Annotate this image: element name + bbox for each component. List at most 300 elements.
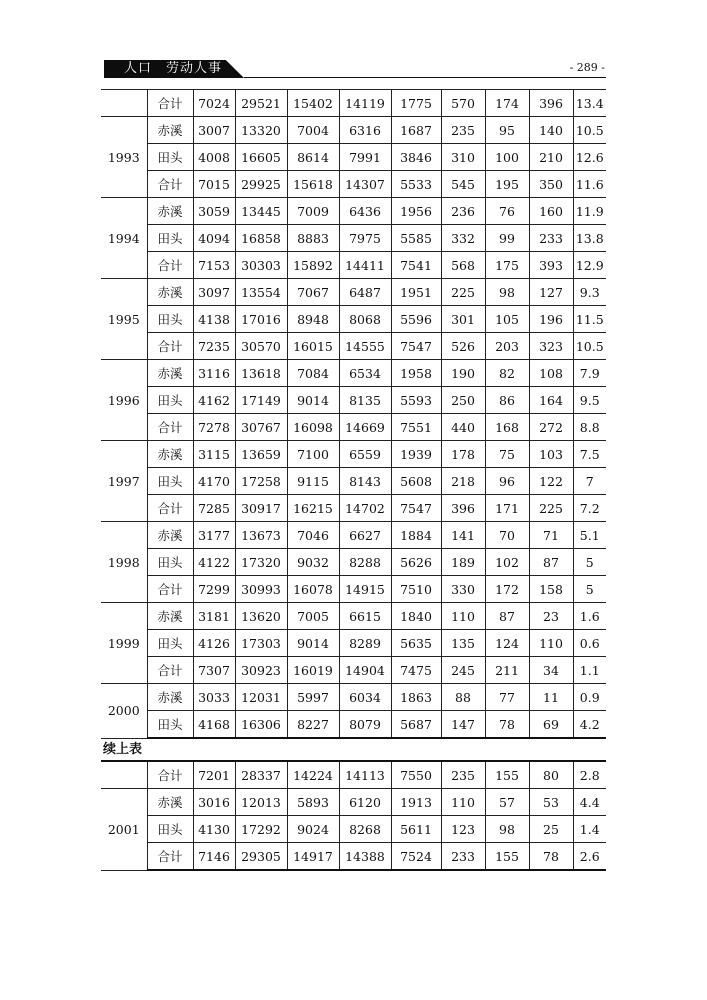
value-cell: 1.4 bbox=[573, 816, 606, 843]
value-cell: 3016 bbox=[193, 789, 235, 816]
value-cell: 6316 bbox=[339, 117, 391, 144]
value-cell: 7991 bbox=[339, 144, 391, 171]
value-cell: 11 bbox=[529, 684, 573, 711]
value-cell: 7146 bbox=[193, 843, 235, 871]
value-cell: 13.4 bbox=[573, 90, 606, 117]
value-cell: 7067 bbox=[287, 279, 339, 306]
table-row bbox=[101, 603, 606, 630]
region-cell: 田头 bbox=[147, 549, 193, 576]
value-cell: 164 bbox=[529, 387, 573, 414]
value-cell: 1775 bbox=[391, 90, 441, 117]
value-cell: 7009 bbox=[287, 198, 339, 225]
value-cell: 6487 bbox=[339, 279, 391, 306]
value-cell: 0.9 bbox=[573, 684, 606, 711]
value-cell: 5997 bbox=[287, 684, 339, 711]
value-cell: 6615 bbox=[339, 603, 391, 630]
region-cell: 赤溪 bbox=[147, 360, 193, 387]
value-cell: 1840 bbox=[391, 603, 441, 630]
value-cell: 272 bbox=[529, 414, 573, 441]
table-row bbox=[101, 495, 606, 522]
value-cell: 7015 bbox=[193, 171, 235, 198]
population-table-continued bbox=[101, 760, 606, 871]
region-cell: 合计 bbox=[147, 333, 193, 360]
value-cell: 6034 bbox=[339, 684, 391, 711]
value-cell: 29521 bbox=[235, 90, 287, 117]
region-cell: 合计 bbox=[147, 252, 193, 279]
value-cell: 23 bbox=[529, 603, 573, 630]
value-cell: 28337 bbox=[235, 761, 287, 789]
value-cell: 6436 bbox=[339, 198, 391, 225]
table-row bbox=[101, 117, 606, 144]
value-cell: 8227 bbox=[287, 711, 339, 739]
value-cell: 203 bbox=[485, 333, 529, 360]
value-cell: 14555 bbox=[339, 333, 391, 360]
value-cell: 71 bbox=[529, 522, 573, 549]
region-cell: 田头 bbox=[147, 711, 193, 739]
value-cell: 174 bbox=[485, 90, 529, 117]
value-cell: 7299 bbox=[193, 576, 235, 603]
value-cell: 29925 bbox=[235, 171, 287, 198]
value-cell: 190 bbox=[441, 360, 485, 387]
value-cell: 5635 bbox=[391, 630, 441, 657]
value-cell: 7547 bbox=[391, 333, 441, 360]
region-cell: 赤溪 bbox=[147, 603, 193, 630]
table-row bbox=[101, 387, 606, 414]
value-cell: 5 bbox=[573, 576, 606, 603]
value-cell: 6559 bbox=[339, 441, 391, 468]
value-cell: 12.6 bbox=[573, 144, 606, 171]
value-cell: 13620 bbox=[235, 603, 287, 630]
value-cell: 17292 bbox=[235, 816, 287, 843]
value-cell: 15618 bbox=[287, 171, 339, 198]
value-cell: 158 bbox=[529, 576, 573, 603]
value-cell: 14388 bbox=[339, 843, 391, 871]
value-cell: 80 bbox=[529, 761, 573, 789]
table-row bbox=[101, 468, 606, 495]
value-cell: 122 bbox=[529, 468, 573, 495]
region-cell: 赤溪 bbox=[147, 279, 193, 306]
value-cell: 1956 bbox=[391, 198, 441, 225]
value-cell: 7235 bbox=[193, 333, 235, 360]
value-cell: 7278 bbox=[193, 414, 235, 441]
value-cell: 75 bbox=[485, 441, 529, 468]
value-cell: 9115 bbox=[287, 468, 339, 495]
value-cell: 140 bbox=[529, 117, 573, 144]
value-cell: 155 bbox=[485, 843, 529, 871]
value-cell: 15402 bbox=[287, 90, 339, 117]
value-cell: 127 bbox=[529, 279, 573, 306]
value-cell: 7005 bbox=[287, 603, 339, 630]
value-cell: 5.1 bbox=[573, 522, 606, 549]
region-cell: 合计 bbox=[147, 761, 193, 789]
value-cell: 3116 bbox=[193, 360, 235, 387]
value-cell: 105 bbox=[485, 306, 529, 333]
value-cell: 9.3 bbox=[573, 279, 606, 306]
year-cell: 2000 bbox=[101, 684, 147, 739]
value-cell: 160 bbox=[529, 198, 573, 225]
value-cell: 13659 bbox=[235, 441, 287, 468]
table-row bbox=[101, 843, 606, 871]
value-cell: 78 bbox=[529, 843, 573, 871]
value-cell: 3097 bbox=[193, 279, 235, 306]
value-cell: 7004 bbox=[287, 117, 339, 144]
table-row bbox=[101, 171, 606, 198]
value-cell: 7.2 bbox=[573, 495, 606, 522]
value-cell: 245 bbox=[441, 657, 485, 684]
value-cell: 57 bbox=[485, 789, 529, 816]
value-cell: 7547 bbox=[391, 495, 441, 522]
value-cell: 8948 bbox=[287, 306, 339, 333]
value-cell: 5593 bbox=[391, 387, 441, 414]
year-cell: 2001 bbox=[101, 789, 147, 871]
value-cell: 7285 bbox=[193, 495, 235, 522]
value-cell: 13618 bbox=[235, 360, 287, 387]
value-cell: 34 bbox=[529, 657, 573, 684]
value-cell: 233 bbox=[441, 843, 485, 871]
value-cell: 7524 bbox=[391, 843, 441, 871]
value-cell: 98 bbox=[485, 279, 529, 306]
value-cell: 13320 bbox=[235, 117, 287, 144]
value-cell: 17303 bbox=[235, 630, 287, 657]
value-cell: 8268 bbox=[339, 816, 391, 843]
value-cell: 30923 bbox=[235, 657, 287, 684]
value-cell: 10.5 bbox=[573, 117, 606, 144]
value-cell: 124 bbox=[485, 630, 529, 657]
table-row bbox=[101, 306, 606, 333]
value-cell: 102 bbox=[485, 549, 529, 576]
value-cell: 8883 bbox=[287, 225, 339, 252]
region-cell: 合计 bbox=[147, 495, 193, 522]
value-cell: 14669 bbox=[339, 414, 391, 441]
value-cell: 4122 bbox=[193, 549, 235, 576]
value-cell: 8135 bbox=[339, 387, 391, 414]
year-cell: 1995 bbox=[101, 279, 147, 360]
value-cell: 1.6 bbox=[573, 603, 606, 630]
value-cell: 13445 bbox=[235, 198, 287, 225]
header-rule bbox=[244, 77, 606, 78]
value-cell: 8079 bbox=[339, 711, 391, 739]
value-cell: 16015 bbox=[287, 333, 339, 360]
value-cell: 545 bbox=[441, 171, 485, 198]
value-cell: 99 bbox=[485, 225, 529, 252]
value-cell: 98 bbox=[485, 816, 529, 843]
region-cell: 合计 bbox=[147, 657, 193, 684]
value-cell: 5687 bbox=[391, 711, 441, 739]
value-cell: 330 bbox=[441, 576, 485, 603]
value-cell: 3115 bbox=[193, 441, 235, 468]
page-number: - 289 - bbox=[569, 61, 605, 74]
value-cell: 570 bbox=[441, 90, 485, 117]
value-cell: 225 bbox=[529, 495, 573, 522]
value-cell: 147 bbox=[441, 711, 485, 739]
value-cell: 8143 bbox=[339, 468, 391, 495]
region-cell: 赤溪 bbox=[147, 117, 193, 144]
value-cell: 350 bbox=[529, 171, 573, 198]
value-cell: 1958 bbox=[391, 360, 441, 387]
table-row bbox=[101, 576, 606, 603]
value-cell: 7.5 bbox=[573, 441, 606, 468]
value-cell: 16078 bbox=[287, 576, 339, 603]
value-cell: 5 bbox=[573, 549, 606, 576]
table-row bbox=[101, 279, 606, 306]
value-cell: 13.8 bbox=[573, 225, 606, 252]
table-row bbox=[101, 657, 606, 684]
value-cell: 4094 bbox=[193, 225, 235, 252]
value-cell: 25 bbox=[529, 816, 573, 843]
value-cell: 6627 bbox=[339, 522, 391, 549]
value-cell: 233 bbox=[529, 225, 573, 252]
region-cell: 合计 bbox=[147, 843, 193, 871]
table-row bbox=[101, 360, 606, 387]
value-cell: 17149 bbox=[235, 387, 287, 414]
value-cell: 4008 bbox=[193, 144, 235, 171]
value-cell: 70 bbox=[485, 522, 529, 549]
value-cell: 3181 bbox=[193, 603, 235, 630]
table-row bbox=[101, 225, 606, 252]
value-cell: 16605 bbox=[235, 144, 287, 171]
value-cell: 13554 bbox=[235, 279, 287, 306]
table-row bbox=[101, 549, 606, 576]
value-cell: 236 bbox=[441, 198, 485, 225]
value-cell: 7153 bbox=[193, 252, 235, 279]
value-cell: 86 bbox=[485, 387, 529, 414]
value-cell: 53 bbox=[529, 789, 573, 816]
table-row bbox=[101, 522, 606, 549]
value-cell: 110 bbox=[529, 630, 573, 657]
region-cell: 合计 bbox=[147, 414, 193, 441]
region-cell: 田头 bbox=[147, 144, 193, 171]
value-cell: 30767 bbox=[235, 414, 287, 441]
region-cell: 赤溪 bbox=[147, 522, 193, 549]
value-cell: 8068 bbox=[339, 306, 391, 333]
region-cell: 赤溪 bbox=[147, 198, 193, 225]
year-cell bbox=[101, 761, 147, 789]
value-cell: 9014 bbox=[287, 387, 339, 414]
value-cell: 78 bbox=[485, 711, 529, 739]
value-cell: 1951 bbox=[391, 279, 441, 306]
value-cell: 7541 bbox=[391, 252, 441, 279]
value-cell: 235 bbox=[441, 761, 485, 789]
year-cell: 1994 bbox=[101, 198, 147, 279]
value-cell: 323 bbox=[529, 333, 573, 360]
value-cell: 7975 bbox=[339, 225, 391, 252]
value-cell: 16019 bbox=[287, 657, 339, 684]
value-cell: 393 bbox=[529, 252, 573, 279]
value-cell: 172 bbox=[485, 576, 529, 603]
value-cell: 1913 bbox=[391, 789, 441, 816]
region-cell: 田头 bbox=[147, 387, 193, 414]
value-cell: 7 bbox=[573, 468, 606, 495]
value-cell: 6534 bbox=[339, 360, 391, 387]
value-cell: 1939 bbox=[391, 441, 441, 468]
year-cell: 1993 bbox=[101, 117, 147, 198]
value-cell: 235 bbox=[441, 117, 485, 144]
value-cell: 87 bbox=[485, 603, 529, 630]
value-cell: 5611 bbox=[391, 816, 441, 843]
value-cell: 526 bbox=[441, 333, 485, 360]
table-row bbox=[101, 816, 606, 843]
value-cell: 8289 bbox=[339, 630, 391, 657]
table-row bbox=[101, 761, 606, 789]
population-table bbox=[101, 89, 606, 739]
value-cell: 171 bbox=[485, 495, 529, 522]
value-cell: 9024 bbox=[287, 816, 339, 843]
value-cell: 123 bbox=[441, 816, 485, 843]
value-cell: 0.6 bbox=[573, 630, 606, 657]
value-cell: 11.9 bbox=[573, 198, 606, 225]
value-cell: 29305 bbox=[235, 843, 287, 871]
value-cell: 396 bbox=[441, 495, 485, 522]
value-cell: 14917 bbox=[287, 843, 339, 871]
value-cell: 69 bbox=[529, 711, 573, 739]
value-cell: 7510 bbox=[391, 576, 441, 603]
region-cell: 合计 bbox=[147, 90, 193, 117]
value-cell: 7550 bbox=[391, 761, 441, 789]
region-cell: 赤溪 bbox=[147, 684, 193, 711]
value-cell: 16306 bbox=[235, 711, 287, 739]
value-cell: 9014 bbox=[287, 630, 339, 657]
value-cell: 76 bbox=[485, 198, 529, 225]
chapter-title: 人口 劳动人事 bbox=[124, 61, 223, 76]
value-cell: 189 bbox=[441, 549, 485, 576]
region-cell: 赤溪 bbox=[147, 789, 193, 816]
value-cell: 1884 bbox=[391, 522, 441, 549]
region-cell: 合计 bbox=[147, 171, 193, 198]
value-cell: 12013 bbox=[235, 789, 287, 816]
table-row bbox=[101, 333, 606, 360]
value-cell: 135 bbox=[441, 630, 485, 657]
value-cell: 6120 bbox=[339, 789, 391, 816]
value-cell: 4126 bbox=[193, 630, 235, 657]
value-cell: 15892 bbox=[287, 252, 339, 279]
value-cell: 14307 bbox=[339, 171, 391, 198]
value-cell: 110 bbox=[441, 789, 485, 816]
year-cell: 1997 bbox=[101, 441, 147, 522]
value-cell: 4.2 bbox=[573, 711, 606, 739]
value-cell: 14702 bbox=[339, 495, 391, 522]
value-cell: 178 bbox=[441, 441, 485, 468]
value-cell: 7084 bbox=[287, 360, 339, 387]
value-cell: 14224 bbox=[287, 761, 339, 789]
value-cell: 195 bbox=[485, 171, 529, 198]
value-cell: 5585 bbox=[391, 225, 441, 252]
value-cell: 4138 bbox=[193, 306, 235, 333]
value-cell: 3007 bbox=[193, 117, 235, 144]
table-row bbox=[101, 441, 606, 468]
region-cell: 合计 bbox=[147, 576, 193, 603]
value-cell: 82 bbox=[485, 360, 529, 387]
year-cell: 1996 bbox=[101, 360, 147, 441]
table-row bbox=[101, 789, 606, 816]
value-cell: 2.8 bbox=[573, 761, 606, 789]
value-cell: 3846 bbox=[391, 144, 441, 171]
value-cell: 14904 bbox=[339, 657, 391, 684]
value-cell: 96 bbox=[485, 468, 529, 495]
value-cell: 9032 bbox=[287, 549, 339, 576]
value-cell: 14119 bbox=[339, 90, 391, 117]
value-cell: 210 bbox=[529, 144, 573, 171]
value-cell: 88 bbox=[441, 684, 485, 711]
value-cell: 14113 bbox=[339, 761, 391, 789]
value-cell: 4130 bbox=[193, 816, 235, 843]
value-cell: 87 bbox=[529, 549, 573, 576]
table-row bbox=[101, 144, 606, 171]
value-cell: 110 bbox=[441, 603, 485, 630]
value-cell: 7307 bbox=[193, 657, 235, 684]
value-cell: 11.5 bbox=[573, 306, 606, 333]
value-cell: 8.8 bbox=[573, 414, 606, 441]
value-cell: 12.9 bbox=[573, 252, 606, 279]
value-cell: 17258 bbox=[235, 468, 287, 495]
value-cell: 103 bbox=[529, 441, 573, 468]
region-cell: 田头 bbox=[147, 630, 193, 657]
value-cell: 7201 bbox=[193, 761, 235, 789]
value-cell: 77 bbox=[485, 684, 529, 711]
value-cell: 4170 bbox=[193, 468, 235, 495]
value-cell: 5626 bbox=[391, 549, 441, 576]
value-cell: 7024 bbox=[193, 90, 235, 117]
value-cell: 5893 bbox=[287, 789, 339, 816]
table-row bbox=[101, 198, 606, 225]
table-row bbox=[101, 414, 606, 441]
value-cell: 9.5 bbox=[573, 387, 606, 414]
value-cell: 30303 bbox=[235, 252, 287, 279]
value-cell: 30917 bbox=[235, 495, 287, 522]
value-cell: 440 bbox=[441, 414, 485, 441]
value-cell: 1687 bbox=[391, 117, 441, 144]
value-cell: 95 bbox=[485, 117, 529, 144]
value-cell: 16215 bbox=[287, 495, 339, 522]
continued-label: 续上表 bbox=[103, 742, 143, 757]
value-cell: 168 bbox=[485, 414, 529, 441]
value-cell: 30993 bbox=[235, 576, 287, 603]
value-cell: 218 bbox=[441, 468, 485, 495]
value-cell: 301 bbox=[441, 306, 485, 333]
value-cell: 7046 bbox=[287, 522, 339, 549]
value-cell: 2.6 bbox=[573, 843, 606, 871]
value-cell: 5596 bbox=[391, 306, 441, 333]
value-cell: 7551 bbox=[391, 414, 441, 441]
value-cell: 175 bbox=[485, 252, 529, 279]
value-cell: 225 bbox=[441, 279, 485, 306]
value-cell: 211 bbox=[485, 657, 529, 684]
region-cell: 田头 bbox=[147, 816, 193, 843]
value-cell: 568 bbox=[441, 252, 485, 279]
value-cell: 14915 bbox=[339, 576, 391, 603]
value-cell: 4168 bbox=[193, 711, 235, 739]
value-cell: 196 bbox=[529, 306, 573, 333]
value-cell: 8614 bbox=[287, 144, 339, 171]
region-cell: 田头 bbox=[147, 468, 193, 495]
value-cell: 7.9 bbox=[573, 360, 606, 387]
region-cell: 田头 bbox=[147, 306, 193, 333]
region-cell: 赤溪 bbox=[147, 441, 193, 468]
year-cell bbox=[101, 90, 147, 117]
value-cell: 1.1 bbox=[573, 657, 606, 684]
value-cell: 7475 bbox=[391, 657, 441, 684]
value-cell: 17016 bbox=[235, 306, 287, 333]
value-cell: 7100 bbox=[287, 441, 339, 468]
value-cell: 396 bbox=[529, 90, 573, 117]
value-cell: 3177 bbox=[193, 522, 235, 549]
value-cell: 332 bbox=[441, 225, 485, 252]
value-cell: 1863 bbox=[391, 684, 441, 711]
value-cell: 11.6 bbox=[573, 171, 606, 198]
value-cell: 3033 bbox=[193, 684, 235, 711]
value-cell: 4162 bbox=[193, 387, 235, 414]
region-cell: 田头 bbox=[147, 225, 193, 252]
value-cell: 155 bbox=[485, 761, 529, 789]
